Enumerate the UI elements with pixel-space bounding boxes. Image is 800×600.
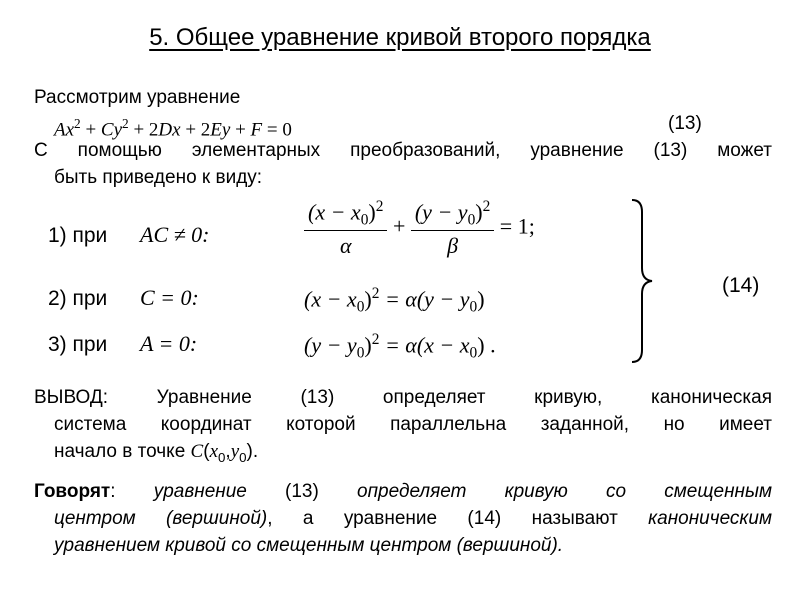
page-title: 5. Общее уравнение кривой второго порядка (149, 24, 651, 51)
said-line1: Говорят: уравнение (13) определяет кривую со смещенным (34, 481, 772, 502)
case-1-condition: AC ≠ 0: (140, 222, 210, 247)
case-3-condition: A = 0: (140, 331, 198, 356)
transform-text-line2: быть приведено к виду: (54, 167, 263, 188)
case-1-label: 1) при (48, 224, 108, 247)
formula-case-3: $(y - y_0)^2 = \alpha(x - x_0)$ . (304, 331, 496, 362)
formula-case-1: $\frac{(x - x_0)^2}{\alpha}$ + $\frac{(y - y_0)^2}{\beta}$ = 1; (304, 198, 535, 259)
right-brace (624, 196, 658, 366)
said-line2: центром (вершиной), а уравнение (14) называют каноническим (54, 508, 772, 529)
case-3-label: 3) при (48, 333, 108, 356)
case-2-label: 2) при (48, 287, 108, 310)
formula-case-2: $(x - x_0)^2 = \alpha(y - y_0)$ (304, 285, 485, 316)
conclusion-line2: система координат которой параллельна заданной, но имеет (54, 414, 772, 435)
conclusion-line1: ВЫВОД: Уравнение (13) определяет кривую, каноническая (34, 387, 772, 408)
case-2-condition: C = 0: (140, 285, 199, 310)
equation-13-number: (13) (668, 113, 702, 134)
conclusion-line3: начало в точке $C(x_0,y_0)$. (54, 441, 259, 465)
said-line3: уравнением кривой со смещенным центром (вершиной). (54, 535, 564, 556)
fraction-y: $\frac{(y - y_0)^2}{\beta}$ (411, 198, 494, 259)
transform-text-line1: С помощью элементарных преобразований, уравнение (13) может (34, 140, 772, 161)
fraction-x: $\frac{(x - x_0)^2}{\alpha}$ (304, 198, 387, 259)
equation-13: $Ax^2 + Cy^2 + 2Dx + 2Ey + F = 0$ (54, 116, 292, 141)
equation-14-number: (14) (722, 274, 760, 297)
intro-text: Рассмотрим уравнение (34, 87, 241, 108)
